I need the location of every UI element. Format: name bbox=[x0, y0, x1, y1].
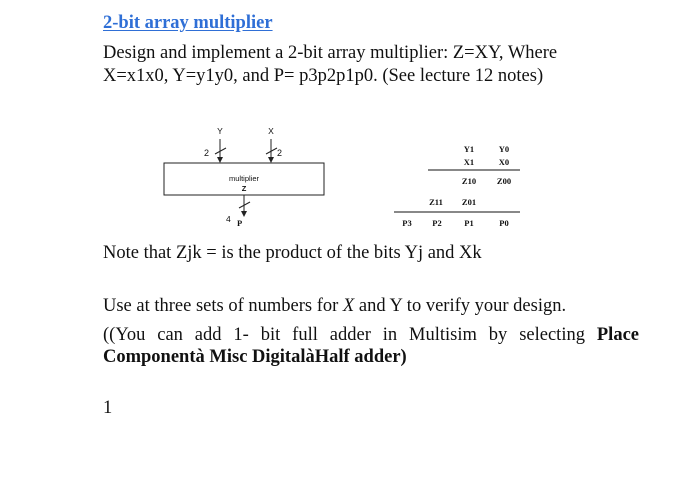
output-p-label: P bbox=[237, 218, 243, 228]
p-output-arrow bbox=[241, 211, 247, 217]
page-number: 1 bbox=[103, 398, 113, 418]
use-prefix: Use at three sets of numbers for bbox=[103, 296, 343, 316]
p-bus-width: 4 bbox=[226, 214, 231, 224]
multiplier-block-diagram bbox=[150, 120, 350, 235]
page-heading: 2-bit array multiplier bbox=[103, 13, 273, 33]
y-bus-width: 2 bbox=[204, 148, 210, 158]
product-table bbox=[390, 138, 530, 233]
y-input-arrow bbox=[217, 157, 223, 163]
table-p3: P3 bbox=[402, 218, 412, 228]
tip-half-adder: Half adder) bbox=[314, 347, 407, 367]
table-z11: Z11 bbox=[429, 197, 443, 207]
table-p1: P1 bbox=[464, 218, 474, 228]
tip-separator-glyph-2: à bbox=[305, 347, 315, 367]
input-x-label: X bbox=[268, 126, 274, 136]
multiplier-box-label: multiplier bbox=[228, 174, 260, 183]
table-x0: X0 bbox=[498, 157, 510, 167]
table-y1: Y1 bbox=[463, 144, 475, 154]
table-y0: Y0 bbox=[498, 144, 510, 154]
intro-line-2: X=x1x0, Y=y1y0, and P= p3p2p1p0. (See lecture 12 notes) bbox=[103, 66, 544, 86]
intro-line-1: Design and implement a 2-bit array multiplier: Z=XY, Where bbox=[103, 43, 558, 63]
tip-separator-glyph-1: à bbox=[195, 347, 205, 367]
tip-prefix: ((You can add 1- bit full adder in Multisim by selecting bbox=[103, 325, 597, 345]
x-bus-width: 2 bbox=[277, 148, 283, 158]
table-z01: Z01 bbox=[461, 197, 477, 207]
intro-paragraph bbox=[103, 42, 643, 88]
multisim-tip bbox=[103, 324, 639, 368]
output-z-label: Z bbox=[241, 184, 247, 193]
use-suffix: and Y to verify your design. bbox=[354, 296, 567, 316]
use-x-italic: X bbox=[342, 296, 355, 316]
tip-misc-digital: Misc Digital bbox=[204, 347, 306, 367]
note-text: Note that Zjk = is the product of the bits Yj and Xk bbox=[103, 243, 482, 263]
table-z10: Z10 bbox=[461, 176, 477, 186]
x-input-arrow bbox=[268, 157, 274, 163]
tip-place-component: Place Component bbox=[103, 325, 639, 367]
table-x1: X1 bbox=[463, 157, 475, 167]
input-y-label: Y bbox=[217, 126, 223, 136]
table-p2: P2 bbox=[432, 218, 442, 228]
table-z00: Z00 bbox=[496, 176, 512, 186]
use-instruction bbox=[103, 296, 566, 317]
table-p0: P0 bbox=[499, 218, 509, 228]
